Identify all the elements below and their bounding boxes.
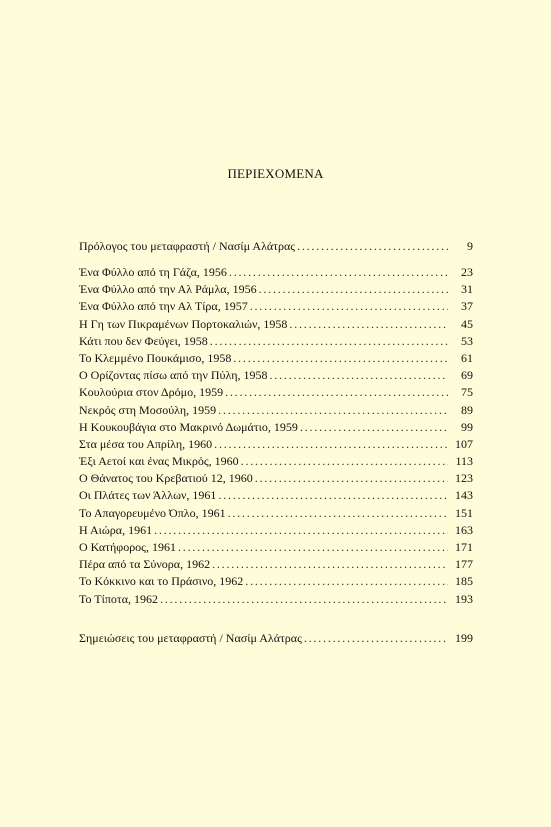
toc-entry-title: Πέρα από τα Σύνορα, 1962 — [79, 557, 211, 572]
toc-entry-title: Νεκρός στη Μοσούλη, 1959 — [79, 402, 217, 417]
dot-leader — [218, 487, 448, 504]
toc-entry — [79, 522, 473, 539]
toc-entry-page: 61 — [461, 350, 473, 365]
toc-entry-page: 143 — [455, 488, 473, 503]
toc-entry-page: 171 — [455, 540, 473, 554]
dot-leader — [233, 350, 448, 367]
dot-leader — [225, 384, 448, 401]
dot-leader — [229, 264, 448, 281]
toc-entry-title: Το Τίποτα, 1962 — [79, 591, 159, 606]
toc-entry-title: Ο Θάνατος του Κρεβατιού 12, 1960 — [79, 471, 253, 486]
toc-entry-page: 69 — [461, 368, 473, 383]
toc-intro — [79, 238, 473, 255]
toc-heading: ΠΕΡΙΕΧΟΜΕΝΑ — [227, 166, 324, 181]
dot-leader — [212, 556, 448, 573]
dot-leader — [250, 298, 448, 315]
toc-entry-page: 193 — [455, 591, 473, 606]
toc-entry-title: Ο Ορίζοντας πίσω από την Πύλη, 1958 — [79, 368, 268, 383]
dot-leader — [245, 573, 448, 590]
toc-entry-title: Ένα Φύλλο από την Αλ Τίρα, 1957 — [79, 299, 248, 314]
toc-entry — [79, 470, 473, 487]
dot-leader — [154, 522, 448, 539]
dot-leader — [210, 333, 448, 350]
toc-entry — [79, 333, 473, 350]
toc-notes — [79, 630, 473, 647]
toc-entry-page: 23 — [461, 265, 473, 279]
toc-entry — [79, 350, 473, 367]
toc-entry-page: 89 — [461, 402, 473, 417]
toc-entry-page: 9 — [467, 239, 473, 253]
toc-entry-title: Κάτι που δεν Φεύγει, 1958 — [79, 333, 208, 348]
dot-leader — [228, 505, 448, 522]
toc-entry — [79, 573, 473, 590]
toc-entry-page: 151 — [455, 505, 473, 520]
toc-entry-page: 185 — [455, 574, 473, 589]
toc-entry-page: 163 — [455, 522, 473, 537]
toc-entry-page: 31 — [461, 282, 473, 297]
toc-entry-title: Ο Κατήφορος, 1961 — [79, 540, 176, 554]
toc-entry-title: Η Αιώρα, 1961 — [79, 522, 153, 537]
toc-entry — [79, 591, 473, 608]
dot-leader — [178, 539, 448, 556]
toc-entry-title: Έξι Αετοί και ένας Μικρός, 1960 — [79, 454, 239, 469]
toc-list — [79, 264, 473, 608]
toc-entry-page: 199 — [455, 631, 473, 645]
toc-entry — [79, 630, 473, 647]
toc-entry-page: 177 — [455, 557, 473, 572]
toc-entry-page: 113 — [455, 454, 473, 469]
dot-leader — [300, 419, 448, 436]
toc-entry — [79, 298, 473, 315]
dot-leader — [160, 591, 448, 608]
dot-leader — [259, 281, 448, 298]
dot-leader — [297, 238, 448, 255]
toc-entry — [79, 367, 473, 384]
dot-leader — [269, 367, 448, 384]
toc-entry-page: 75 — [461, 385, 473, 400]
toc-entry — [79, 556, 473, 573]
toc-entry — [79, 436, 473, 453]
toc-entry-title: Το Απαγορευμένο Όπλο, 1961 — [79, 505, 226, 520]
dot-leader — [214, 436, 448, 453]
toc-entry-title: Πρόλογος του μεταφραστή / Νασίμ Αλάτρας — [79, 239, 296, 253]
toc-entry-page: 45 — [461, 316, 473, 331]
dot-leader — [241, 453, 448, 470]
toc-entry-page: 37 — [461, 299, 473, 314]
dot-leader — [289, 316, 448, 333]
toc-entry — [79, 539, 473, 556]
toc-entry-page: 123 — [455, 471, 473, 486]
toc-entry — [79, 419, 473, 436]
toc-entry-title: Η Γη των Πικραμένων Πορτοκαλιών, 1958 — [79, 316, 288, 331]
toc-entry — [79, 505, 473, 522]
toc-entry — [79, 384, 473, 401]
toc-entry — [79, 316, 473, 333]
dot-leader — [255, 470, 448, 487]
toc-entry — [79, 453, 473, 470]
toc-entry — [79, 487, 473, 504]
toc-entry — [79, 402, 473, 419]
toc-entry-title: Κουλούρια στον Δρόμο, 1959 — [79, 385, 224, 400]
toc-entry-title: Οι Πλάτες των Άλλων, 1961 — [79, 488, 217, 503]
toc-entry-title: Η Κουκουβάγια στο Μακρινό Δωμάτιο, 1959 — [79, 419, 298, 434]
dot-leader — [304, 630, 448, 647]
toc-entry-title: Ένα Φύλλο από τη Γάζα, 1956 — [79, 265, 227, 279]
dot-leader — [218, 402, 448, 419]
toc-entry-page: 99 — [461, 419, 473, 434]
toc-entry-page: 107 — [455, 436, 473, 451]
toc-entry-title: Σημειώσεις του μεταφραστή / Νασίμ Αλάτρας — [79, 631, 302, 645]
toc-entry-title: Το Κόκκινο και το Πράσινο, 1962 — [79, 574, 244, 589]
toc-entry — [79, 281, 473, 298]
toc-entry-title: Στα μέσα του Απρίλη, 1960 — [79, 436, 213, 451]
toc-entry — [79, 264, 473, 281]
toc-entry-page: 53 — [461, 333, 473, 348]
toc-entry-title: Το Κλεμμένο Πουκάμισο, 1958 — [79, 350, 232, 365]
toc-entry-title: Ένα Φύλλο από την Αλ Ράμλα, 1956 — [79, 282, 257, 297]
toc-entry — [79, 238, 473, 255]
